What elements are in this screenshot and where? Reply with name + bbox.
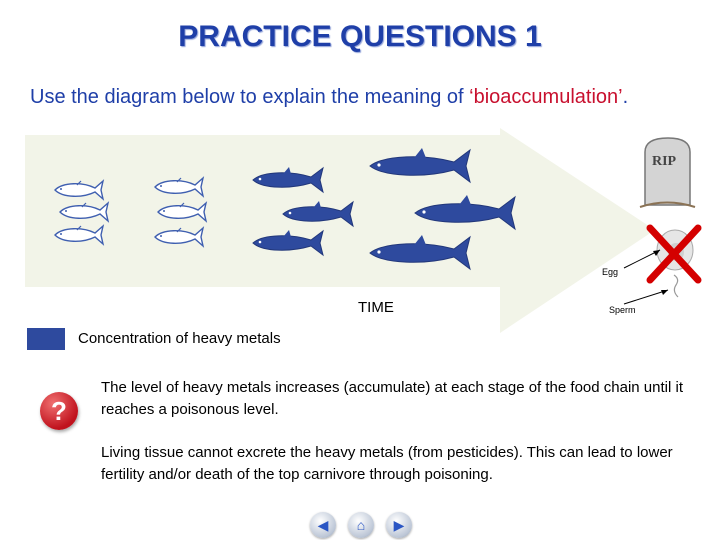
forward-arrow-icon[interactable]: ▶ [386,512,412,538]
time-arrow [25,128,655,333]
legend-swatch [27,328,65,350]
gravestone-text: RIP [652,154,677,169]
time-label: TIME [358,299,394,316]
sperm-icon [674,275,678,297]
home-icon[interactable]: ⌂ [348,512,374,538]
page-title: PRACTICE QUESTIONS 1 [178,20,542,53]
instruction-suffix: . [622,86,629,108]
back-arrow-icon[interactable]: ◀ [310,512,336,538]
sperm-label: Sperm [609,305,636,315]
gravestone-icon [640,138,695,207]
question-icon: ? [40,392,78,430]
sperm-pointer [624,290,668,304]
egg-label: Egg [602,267,619,277]
bioaccumulation-term: ‘bioaccumulation’ [469,86,623,108]
legend-label: Concentration of heavy metals [78,330,281,347]
answer-paragraph-1: The level of heavy metals increases (accumulate) at each stage of the food chain until it reaches a poisonous level. [101,379,683,418]
answer-paragraph-2: Living tissue cannot excrete the heavy metals (from pesticides). This can lead to lower fertility and/or death of the top carnivore through poisoning. [101,444,673,483]
instruction-prefix: Use the diagram below to explain the meaning of [30,86,470,108]
